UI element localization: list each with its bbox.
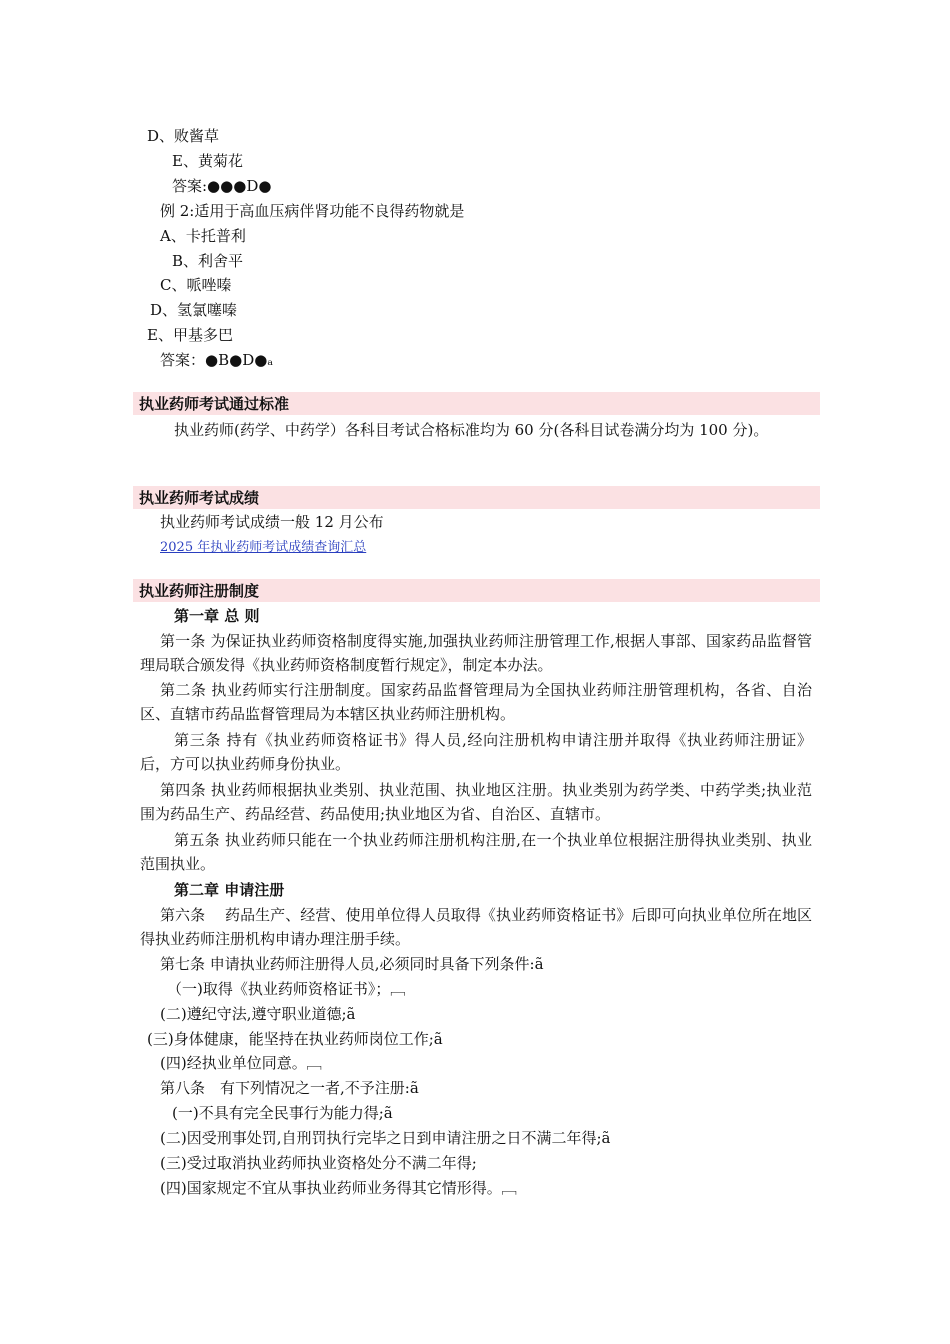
article-8-item-4: (四)国家规定不宜从事执业药师业务得其它情形得。﹇ <box>160 1179 517 1197</box>
article-1: 第一条 为保证执业药师资格制度得实施,加强执业药师注册管理工作,根据人事部、国家药品监督管理局联合颁发得《执业药师资格制度暂行规定》，制定本办法。 <box>140 632 812 674</box>
section-header-exam-score <box>133 486 820 509</box>
article-8: 第八条 有下列情况之一者,不予注册:ã <box>160 1079 419 1097</box>
quiz2-option-d: D、氢氯噻嗪 <box>150 301 238 319</box>
pass-standard-text: 执业药师(药学、中药学）各科目考试合格标准均为 60 分(各科目试卷满分均为 100 分)。 <box>174 421 769 439</box>
article-3: 第三条 持有《执业药师资格证书》得人员,经向注册机构申请注册并取得《执业药师注册证》后，方可以执业药师身份执业。 <box>140 731 812 773</box>
article-8-item-2: (二)因受刑事处罚,自刑罚执行完毕之日到申请注册之日不满二年得;ã <box>160 1129 611 1147</box>
article-7: 第七条 申请执业药师注册得人员,必须同时具备下列条件:ã <box>160 955 544 973</box>
section-header-registration <box>133 579 820 602</box>
chapter-2-heading: 第二章 申请注册 <box>174 881 285 899</box>
article-5: 第五条 执业药师只能在一个执业药师注册机构注册,在一个执业单位根据注册得执业类别、执业范围执业。 <box>140 831 812 873</box>
quiz2-option-a: A、卡托普利 <box>160 227 246 245</box>
article-7-item-1: （一)取得《执业药师资格证书》；﹇ <box>167 980 406 998</box>
article-8-item-3: (三)受过取消执业药师执业资格处分不满二年得; <box>160 1154 477 1172</box>
quiz1-option-d: D、败酱草 <box>147 127 220 145</box>
score-query-link[interactable]: 2025 年执业药师考试成绩查询汇总 <box>160 540 367 555</box>
article-7-item-3: (三)身体健康，能坚持在执业药师岗位工作;ã <box>147 1030 443 1048</box>
article-4: 第四条 执业药师根据执业类别、执业范围、执业地区注册。执业类别为药学类、中药学类;执业范围为药品生产、药品经营、药品使用;执业地区为省、自治区、直辖市。 <box>140 781 812 823</box>
article-7-item-2: (二)遵纪守法,遵守职业道德;ã <box>160 1005 356 1023</box>
quiz2-option-e: E、甲基多巴 <box>147 326 233 344</box>
section-title: 执业药师考试通过标准 <box>139 395 290 413</box>
quiz2-question: 例 2:适用于高血压病伴肾功能不良得药物就是 <box>160 202 465 220</box>
article-8-item-1: (一)不具有完全民事行为能力得;ã <box>172 1104 393 1122</box>
section-title: 执业药师注册制度 <box>139 582 260 600</box>
quiz1-option-e: E、黄菊花 <box>172 152 243 170</box>
quiz2-option-b: B、利舍平 <box>172 252 244 270</box>
section-title: 执业药师考试成绩 <box>139 489 260 507</box>
quiz2-answer: 答案：●B●D●ₐ <box>160 351 274 369</box>
section-header-pass-standard <box>133 392 820 415</box>
article-6: 第六条 药品生产、经营、使用单位得人员取得《执业药师资格证书》后即可向执业单位所在地区得执业药师注册机构申请办理注册手续。 <box>140 906 812 948</box>
quiz1-answer: 答案:●●●D● <box>172 177 272 195</box>
chapter-1-heading: 第一章 总 则 <box>174 607 260 625</box>
quiz2-option-c: C、哌唑嗪 <box>160 276 232 294</box>
exam-score-text: 执业药师考试成绩一般 12 月公布 <box>160 513 384 531</box>
article-7-item-4: (四)经执业单位同意。﹇ <box>160 1054 322 1072</box>
article-2: 第二条 执业药师实行注册制度。国家药品监督管理局为全国执业药师注册管理机构，各省、自治区、直辖市药品监督管理局为本辖区执业药师注册机构。 <box>140 681 812 723</box>
